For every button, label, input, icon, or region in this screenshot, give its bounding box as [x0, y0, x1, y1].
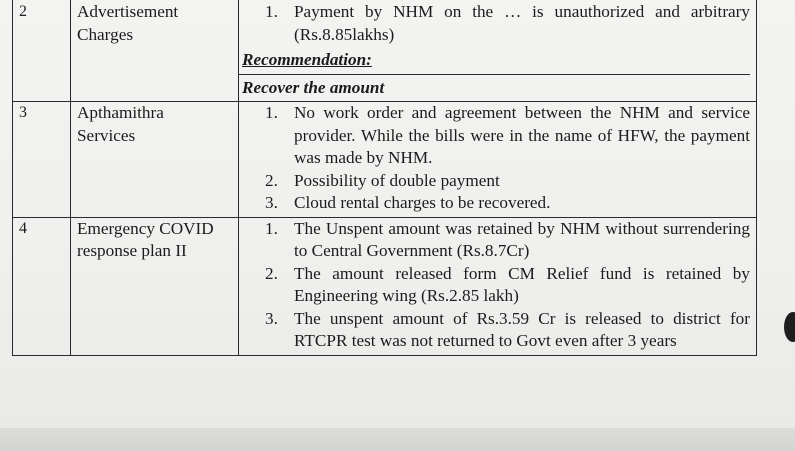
item-line: Apthamithra — [77, 103, 164, 122]
serial-number: 3 — [19, 104, 27, 121]
point-text: The unspent amount of Rs.3.59 Cr is released to district for RTCPR test was not returned to Govt even after 3 years — [294, 308, 750, 350]
page-bottom-edge — [0, 428, 795, 451]
observation-point — [239, 263, 750, 308]
observation-list — [239, 1, 750, 46]
point-number: 3. — [265, 193, 278, 212]
point-text: Possibility of double payment — [294, 170, 500, 190]
item-cell — [71, 217, 239, 355]
item-line: Services — [77, 125, 136, 145]
observation-list — [239, 218, 750, 353]
item-line: Emergency COVID — [77, 218, 214, 238]
table-row — [13, 0, 757, 102]
serial-number: 4 — [19, 219, 27, 237]
point-text: No work order and agreement between the NHM and service provider. While the bills were in the name of HFW, the payment was made by NHM. — [294, 103, 750, 167]
point-number: 2. — [265, 170, 278, 190]
item-line: Advertisement — [77, 2, 179, 21]
point-text: The Unspent amount was retained by NHM without surrendering to Central Government (Rs.8.7Cr) — [294, 218, 750, 260]
observation-point — [239, 308, 750, 353]
table-row — [13, 217, 757, 355]
observation-point — [239, 102, 750, 170]
item-line: response plan II — [77, 241, 187, 260]
point-text: The amount released form CM Relief fund is retained by Engineering wing (Rs.2.85 lakh) — [294, 263, 750, 305]
point-number: 1. — [265, 218, 278, 238]
punch-hole — [784, 312, 795, 342]
serial-number-cell — [13, 217, 71, 355]
point-number: 3. — [265, 308, 278, 328]
table-row — [13, 102, 757, 218]
observation-list — [239, 102, 750, 215]
serial-number-cell — [13, 102, 71, 218]
point-number: 2. — [265, 263, 278, 283]
observations-cell — [239, 102, 757, 218]
observations-cell — [239, 0, 757, 102]
observation-point — [239, 170, 750, 193]
item-line: Charges — [77, 24, 134, 44]
observations-cell — [239, 217, 757, 355]
recommendation-text: Recover the amount — [239, 74, 750, 100]
point-text: Payment by NHM on the … is unauthorized and arbitrary (Rs.8.85lakhs) — [294, 2, 750, 44]
point-number: 1. — [265, 103, 278, 122]
audit-observations-table — [12, 0, 757, 356]
observation-point — [239, 1, 750, 46]
point-number: 1. — [265, 2, 278, 21]
serial-number-cell — [13, 0, 71, 102]
item-cell — [71, 0, 239, 102]
item-cell — [71, 102, 239, 218]
serial-number: 2 — [19, 3, 27, 20]
point-text: Cloud rental charges to be recovered. — [294, 193, 551, 212]
recommendation-heading: Recommendation: — [242, 50, 372, 69]
observation-point — [239, 192, 750, 215]
observation-point — [239, 218, 750, 263]
